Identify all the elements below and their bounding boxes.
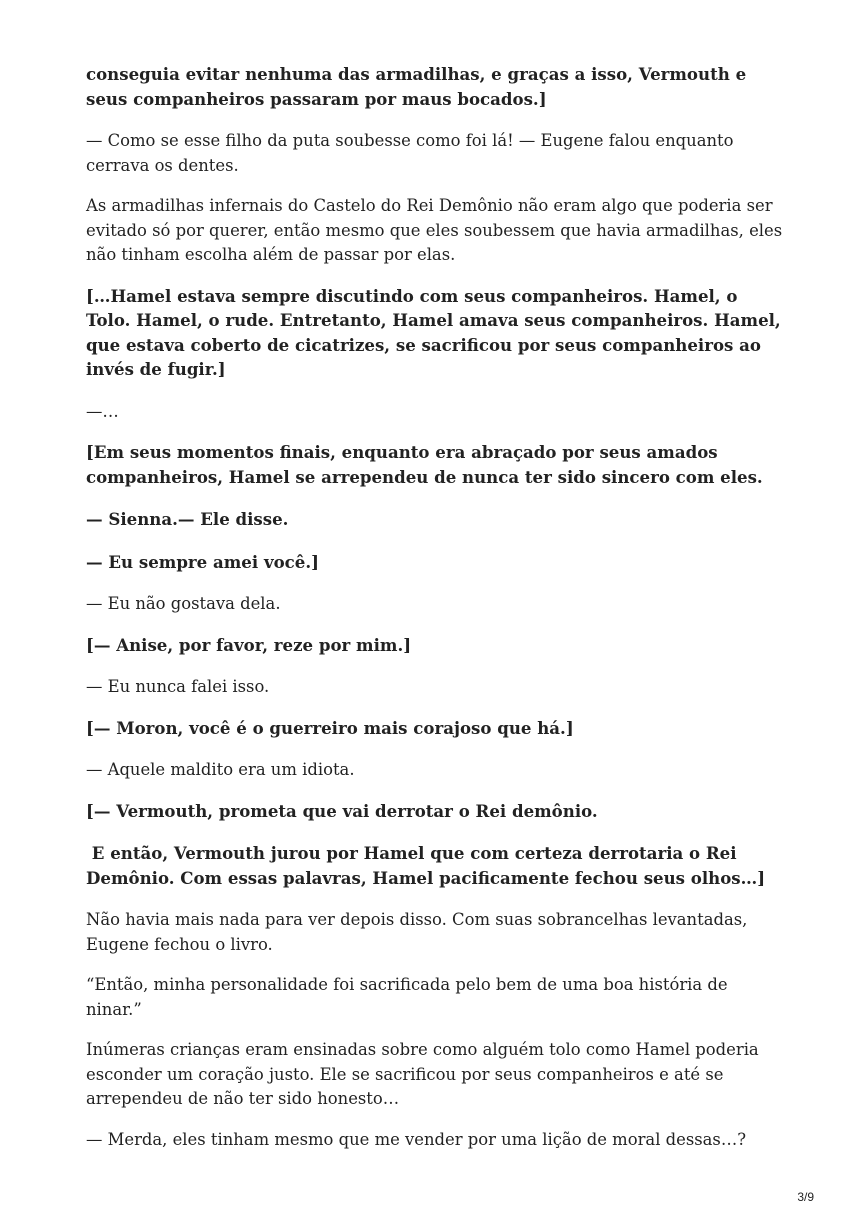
paragraph: — Sienna.— Ele disse.	[86, 509, 289, 529]
paragraph: […Hamel estava sempre discutindo com seus companheiros. Hamel, o Tolo. Hamel, o rude. Entretanto, Hamel amava seus companheiros. Hamel, que estava coberto de cicatrizes, se sacrificou por seus companheiros ao invés de fugir.]	[86, 285, 787, 379]
paragraph: Não havia mais nada para ver depois disso. Com suas sobrancelhas levantadas, Eugene fechou o livro.	[86, 910, 753, 954]
paragraph: [— Moron, você é o guerreiro mais corajoso que há.]	[86, 717, 574, 738]
paragraph: — Eu não gostava dela.	[86, 594, 281, 613]
paragraph: [— Anise, por favor, reze por mim.]	[86, 634, 412, 655]
paragraph: “Então, minha personalidade foi sacrificada pelo bem de uma boa história de ninar.”	[86, 975, 733, 1019]
paragraph: — Como se esse filho da puta soubesse como foi lá! — Eugene falou enquanto cerrava os dentes.	[86, 131, 739, 175]
paragraph: [— Vermouth, prometa que vai derrotar o Rei demônio.	[86, 800, 598, 821]
paragraph: — Aquele maldito era um idiota.	[86, 760, 355, 779]
paragraph: As armadilhas infernais do Castelo do Rei Demônio não eram algo que poderia ser evitado só por querer, então mesmo que eles soubessem que havia armadilhas, eles não tinham escolha além de passar por elas.	[86, 196, 788, 264]
paragraph: Inúmeras crianças eram ensinadas sobre como alguém tolo como Hamel poderia esconder um coração justo. Ele se sacrificou por seus companheiros e até se arrependeu de não ter sido honesto…	[86, 1040, 764, 1108]
paragraph: E então, Vermouth jurou por Hamel que com certeza derrotaria o Rei Demônio. Com essas palavras, Hamel pacificamente fechou seus olhos…]	[86, 843, 766, 888]
paragraph: [Em seus momentos finais, enquanto era abraçado por seus amados companheiros, Hamel se arrependeu de nunca ter sido sincero com eles.	[86, 442, 763, 487]
paragraph: — Eu sempre amei você.]	[86, 551, 319, 572]
paragraph: —…	[86, 401, 119, 421]
paragraph: — Merda, eles tinham mesmo que me vender por uma lição de moral dessas…?	[86, 1129, 747, 1149]
paragraph: conseguia evitar nenhuma das armadilhas, e graças a isso, Vermouth e seus companheiros passaram por maus bocados.]	[86, 64, 752, 109]
page-body	[86, 62, 786, 1168]
page-number: 3/9	[797, 1190, 814, 1204]
paragraph: — Eu nunca falei isso.	[86, 677, 270, 696]
